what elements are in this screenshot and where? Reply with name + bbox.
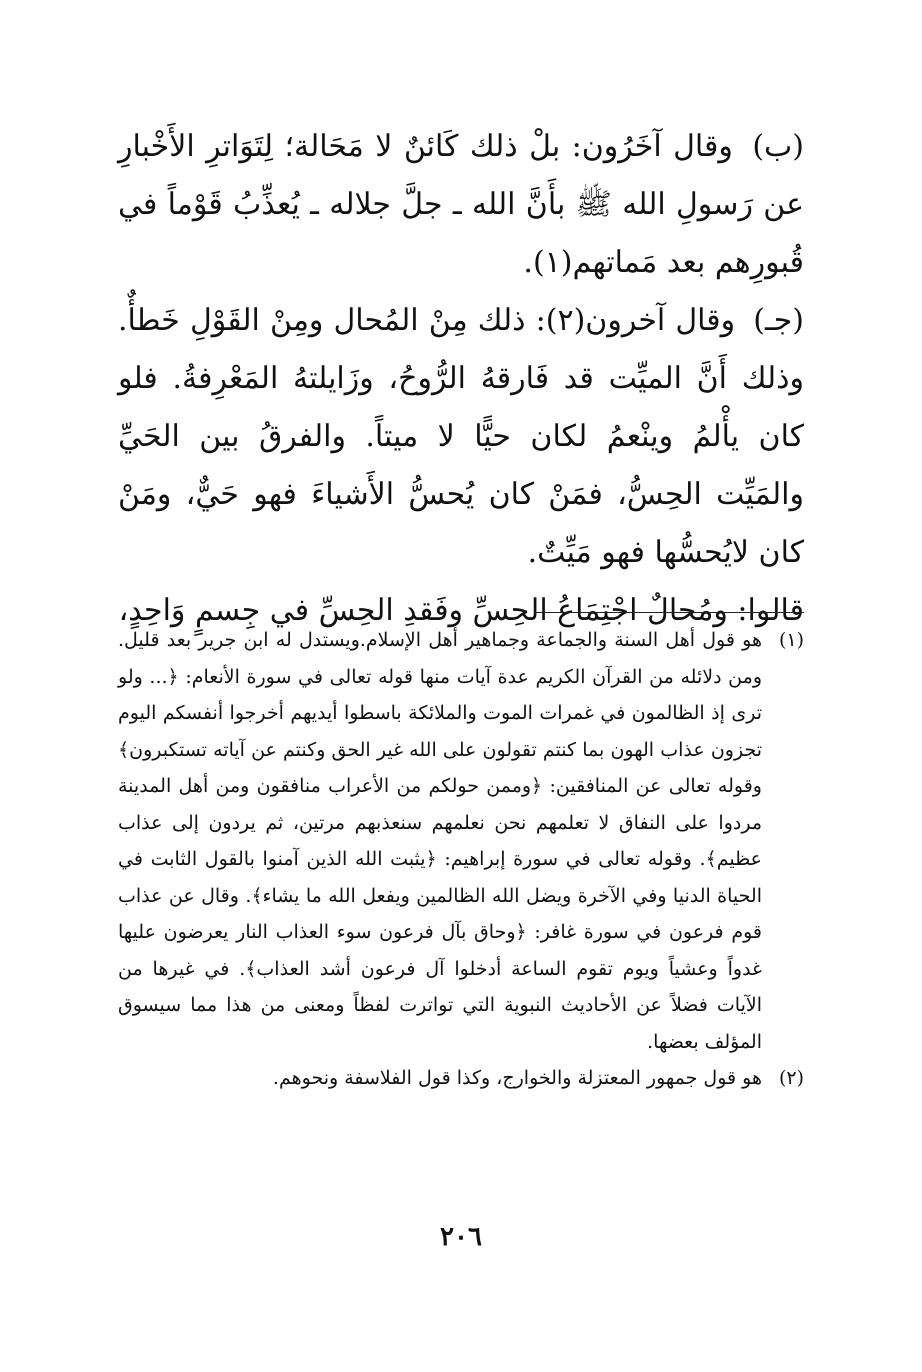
footnote-1 xyxy=(118,622,804,1060)
main-text xyxy=(118,118,804,640)
footnote-1-text: هو قول أهل السنة والجماعة وجماهير أهل الإسلام.ويستدل له ابن جرير بعد قليل. ومن دلائله من القرآن الكريم عدة آيات منها قوله تعالى في سورة الأنعام: ﴿... ولو ترى إذ الظالمون في غمرات الموت والملائكة باسطوا أيديهم أخرجوا أنفسكم اليوم تجزون عذاب الهون بما كنتم تقولون على الله غير الحق وكنتم عن آياته تستكبرون﴾ وقوله تعالى عن المنافقين: ﴿وممن حولكم من الأعراب منافقون ومن أهل المدينة مردوا على النفاق لا تعلمهم نحن نعلمهم سنعذبهم مرتين، ثم يردون إلى عذاب عظيم﴾. وقوله تعالى في سورة إبراهيم: ﴿يثبت الله الذين آمنوا بالقول الثابت في الحياة الدنيا وفي الآخرة ويضل الله الظالمين ويفعل الله ما يشاء﴾. وقال عن عذاب قوم فرعون في سورة غافر: ﴿وحاق بآل فرعون سوء العذاب النار يعرضون عليها غدواً وعشياً ويوم تقوم الساعة أدخلوا آل فرعون أشد العذاب﴾. في غيرها من الآيات فضلاً عن الأحاديث النبوية التي تواترت لفظاً ومعنى من هذا مما سيسوق المؤلف بعضها. xyxy=(118,629,762,1053)
footnote-2-number: (٢) xyxy=(778,1067,804,1089)
paragraph-j-label: (جـ) xyxy=(753,303,804,338)
paragraph-j-text: وقال آخرون(٢): ذلك مِنْ المُحال ومِنْ القَوْلِ خَطأٌ. وذلك أَنَّ الميِّت قد فَارقهُ الرُّوحُ، وزَايلتهُ المَعْرِفةُ. فلو كان يأْلمُ وينْعمُ لكان حيًّا لا ميتاً. والفرقُ بين الحَيِّ والمَيِّت الحِسُّ، فمَنْ كان يُحسُّ الأَشياءَ فهو حَيٌّ، ومَنْ كان لايُحسُّها فهو مَيِّتٌ. xyxy=(118,303,804,570)
paragraph-b xyxy=(118,118,804,292)
footnote-separator xyxy=(534,612,804,613)
footnotes xyxy=(118,622,804,1097)
footnote-1-number: (١) xyxy=(778,629,804,651)
paragraph-b-text: وقال آخَرُون: بلْ ذلك كَائنٌ لا مَحَالة؛ لِتَوَاترِ الأَخْبارِ عن رَسولِ الله ﷺ بأَنَّ الله ـ جلَّ جلاله ـ يُعذِّبُ قَوْماً في قُبورِهم بعد مَماتهم(١). xyxy=(118,129,804,280)
paragraph-j xyxy=(118,292,804,582)
footnote-2 xyxy=(118,1060,804,1097)
paragraph-qalu-text: قالوا: ومُحالٌ اجْتِمَاعُ الحِسِّ وفَقدِ الحِسِّ في جِسمٍ وَاحِدٍ، xyxy=(118,593,804,628)
page-number: ٢٠٦ xyxy=(440,1222,482,1252)
footnote-2-text: هو قول جمهور المعتزلة والخوارج، وكذا قول الفلاسفة ونحوهم. xyxy=(272,1067,762,1089)
paragraph-b-label: (ب) xyxy=(752,129,804,164)
